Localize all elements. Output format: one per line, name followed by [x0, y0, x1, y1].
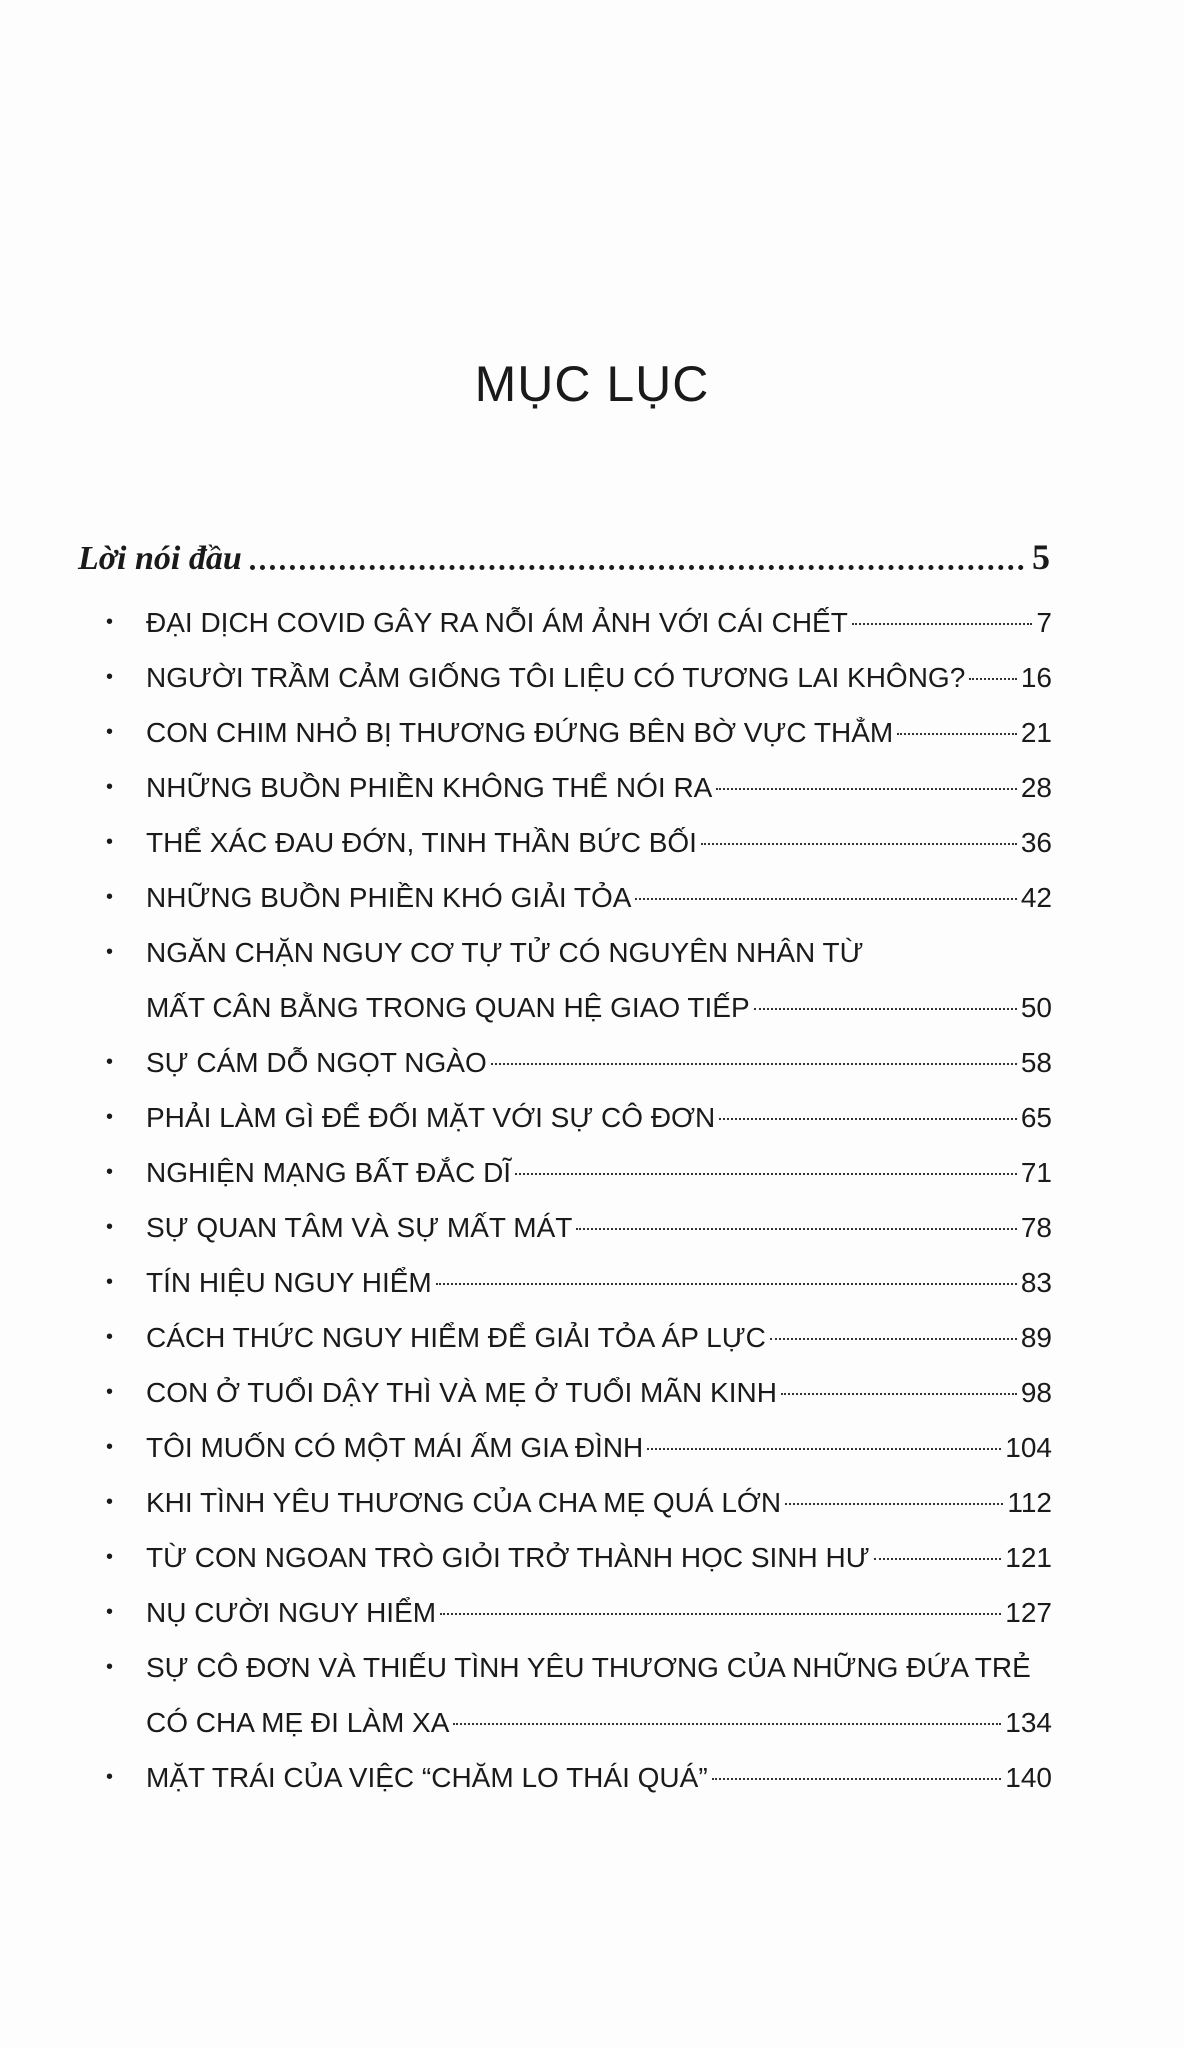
toc-entry: [100, 1145, 1052, 1200]
bullet-icon: •: [106, 1656, 114, 1678]
toc-entry: [100, 1530, 1052, 1585]
toc-entry-page-number: 58: [1020, 1047, 1052, 1078]
dot-leader: [719, 1118, 1017, 1120]
preface-label: Lời nói đầu: [78, 540, 242, 577]
bullet-icon: •: [106, 1436, 114, 1458]
toc-entry-title: NỤ CƯỜI NGUY HIỂM: [146, 1597, 437, 1628]
dot-leader: [754, 1008, 1017, 1010]
bullet-icon: •: [106, 886, 114, 908]
toc-entry: [100, 650, 1052, 705]
toc-entry-title: CON CHIM NHỎ BỊ THƯƠNG ĐỨNG BÊN BỜ VỰC THẲM: [146, 717, 894, 748]
bullet-icon: •: [106, 1491, 114, 1513]
toc-entry-title: KHI TÌNH YÊU THƯƠNG CỦA CHA MẸ QUÁ LỚN: [146, 1487, 782, 1518]
bullet-icon: •: [106, 1381, 114, 1403]
page-title: MỤC LỤC: [474, 356, 710, 412]
toc-entry-line: [146, 1255, 1052, 1310]
toc-entry-page-number: 83: [1020, 1267, 1052, 1298]
toc-entry-list: [100, 595, 1052, 1805]
toc-entry: [100, 595, 1052, 650]
toc-entry-line: [146, 1420, 1052, 1475]
toc-entry: [100, 1310, 1052, 1365]
toc-entry-line: [146, 1145, 1052, 1200]
bullet-icon: •: [106, 1051, 114, 1073]
toc-entry-line: [146, 1695, 1052, 1750]
toc-entry-title: MẤT CÂN BẰNG TRONG QUAN HỆ GIAO TIẾP: [146, 992, 750, 1023]
toc-entry: [100, 1420, 1052, 1475]
bullet-icon: •: [106, 831, 114, 853]
toc-entry-page-number: 78: [1020, 1212, 1052, 1243]
toc-entry-title: NHỮNG BUỒN PHIỀN KHÔNG THỂ NÓI RA: [146, 772, 713, 803]
toc-entry: [100, 1365, 1052, 1420]
bullet-icon: •: [106, 721, 114, 743]
toc-entry-line: [146, 1475, 1052, 1530]
bullet-icon: •: [106, 1766, 114, 1788]
toc-entry-title: TÔI MUỐN CÓ MỘT MÁI ẤM GIA ĐÌNH: [146, 1432, 644, 1463]
toc-entry-line: [146, 1035, 1052, 1090]
toc-entry: [100, 1585, 1052, 1640]
bullet-icon: •: [106, 666, 114, 688]
dot-leader: [897, 733, 1017, 735]
preface-page-number: 5: [1032, 537, 1050, 577]
toc-entry-line: [146, 650, 1052, 705]
toc-entry-line: [146, 815, 1052, 870]
toc-entry-title: SỰ QUAN TÂM VÀ SỰ MẤT MÁT: [146, 1212, 573, 1243]
bullet-icon: •: [106, 776, 114, 798]
dot-leader: [852, 623, 1033, 625]
toc-entry-page-number: 71: [1020, 1157, 1052, 1188]
dot-leader: [515, 1173, 1017, 1175]
bullet-icon: •: [106, 1326, 114, 1348]
toc-entry-page-number: 28: [1020, 772, 1052, 803]
bullet-icon: •: [106, 1161, 114, 1183]
dot-leader: [491, 1063, 1017, 1065]
toc-entry-line: [146, 1640, 1052, 1695]
dot-leader: [716, 788, 1017, 790]
toc-entry-line: [146, 760, 1052, 815]
dot-leader: [969, 678, 1017, 680]
dot-leader: [250, 565, 1024, 570]
toc-entry-line: [146, 1585, 1052, 1640]
bullet-icon: •: [106, 941, 114, 963]
bullet-icon: •: [106, 1546, 114, 1568]
bullet-icon: •: [106, 1106, 114, 1128]
toc-entry: [100, 760, 1052, 815]
dot-leader: [647, 1448, 1001, 1450]
toc-entry: [100, 815, 1052, 870]
toc-entry-title: TÍN HIỆU NGUY HIỂM: [146, 1267, 432, 1298]
toc-entry: [100, 1255, 1052, 1310]
toc-entry: [100, 1640, 1052, 1750]
toc-entry-title: NGƯỜI TRẦM CẢM GIỐNG TÔI LIỆU CÓ TƯƠNG LAI KHÔNG?: [146, 662, 966, 693]
toc-entry-title: TỪ CON NGOAN TRÒ GIỎI TRỞ THÀNH HỌC SINH HƯ: [146, 1542, 870, 1573]
toc-entry: [100, 1090, 1052, 1145]
toc-entry-page-number: 36: [1020, 827, 1052, 858]
bullet-icon: •: [106, 611, 114, 633]
toc-entry-page-number: 140: [1005, 1762, 1052, 1793]
dot-leader: [770, 1338, 1017, 1340]
toc-entry-line: [146, 595, 1052, 650]
dot-leader: [785, 1503, 1003, 1505]
toc-preface-row: [78, 530, 1050, 578]
toc-entry: [100, 1475, 1052, 1530]
toc-entry-title: NHỮNG BUỒN PHIỀN KHÓ GIẢI TỎA: [146, 882, 632, 913]
toc-entry-page-number: 16: [1020, 662, 1052, 693]
toc-entry-title: MẶT TRÁI CỦA VIỆC “CHĂM LO THÁI QUÁ”: [146, 1762, 708, 1793]
toc-entry-line: [146, 1090, 1052, 1145]
bullet-icon: •: [106, 1216, 114, 1238]
toc-entry: [100, 870, 1052, 925]
toc-entry-title: THỂ XÁC ĐAU ĐỚN, TINH THẦN BỨC BỐI: [146, 827, 697, 858]
toc-entry: [100, 1200, 1052, 1255]
toc-entry-title: CON Ở TUỔI DẬY THÌ VÀ MẸ Ở TUỔI MÃN KINH: [146, 1377, 777, 1408]
dot-leader: [576, 1228, 1016, 1230]
toc-entry-page-number: 134: [1005, 1707, 1052, 1738]
toc-entry-page-number: 42: [1020, 882, 1052, 913]
toc-entry-page-number: 50: [1020, 992, 1052, 1023]
toc-entry-page-number: 65: [1020, 1102, 1052, 1133]
toc-entry-title: PHẢI LÀM GÌ ĐỂ ĐỐI MẶT VỚI SỰ CÔ ĐƠN: [146, 1102, 716, 1133]
toc-entry-title: SỰ CÔ ĐƠN VÀ THIẾU TÌNH YÊU THƯƠNG CỦA NHỮNG ĐỨA TRẺ: [146, 1652, 1031, 1683]
toc-entry-line: [146, 980, 1052, 1035]
toc-entry-line: [146, 925, 1052, 980]
toc-entry-page-number: 21: [1020, 717, 1052, 748]
toc-entry-page-number: 89: [1020, 1322, 1052, 1353]
bullet-icon: •: [106, 1601, 114, 1623]
toc-entry-line: [146, 1200, 1052, 1255]
dot-leader: [635, 898, 1016, 900]
dot-leader: [874, 1558, 1002, 1560]
dot-leader: [701, 843, 1017, 845]
dot-leader: [712, 1778, 1002, 1780]
bullet-icon: •: [106, 1271, 114, 1293]
dot-leader: [440, 1613, 1001, 1615]
toc-entry-title: ĐẠI DỊCH COVID GÂY RA NỖI ÁM ẢNH VỚI CÁI CHẾT: [146, 607, 848, 638]
toc-entry-page-number: 121: [1005, 1542, 1052, 1573]
dot-leader: [781, 1393, 1017, 1395]
toc-entry-title: CÁCH THỨC NGUY HIỂM ĐỂ GIẢI TỎA ÁP LỰC: [146, 1322, 766, 1353]
toc-entry: [100, 925, 1052, 1035]
toc-entry-title: CÓ CHA MẸ ĐI LÀM XA: [146, 1707, 450, 1738]
toc-entry: [100, 1750, 1052, 1805]
toc-entry-page-number: 7: [1036, 607, 1052, 638]
toc-entry-title: SỰ CÁM DỖ NGỌT NGÀO: [146, 1047, 487, 1078]
toc-entry-page-number: 112: [1007, 1487, 1052, 1518]
toc-entry-line: [146, 1530, 1052, 1585]
dot-leader: [453, 1723, 1001, 1725]
toc-entry: [100, 1035, 1052, 1090]
toc-entry-line: [146, 870, 1052, 925]
toc-entry-title: NGHIỆN MẠNG BẤT ĐẮC DĨ: [146, 1157, 512, 1188]
dot-leader: [436, 1283, 1017, 1285]
toc-entry: [100, 705, 1052, 760]
toc-entry-page-number: 98: [1020, 1377, 1052, 1408]
toc-entry-line: [146, 1365, 1052, 1420]
toc-entry-line: [146, 705, 1052, 760]
toc-entry-page-number: 127: [1005, 1597, 1052, 1628]
toc-entry-title: NGĂN CHẶN NGUY CƠ TỰ TỬ CÓ NGUYÊN NHÂN TỪ: [146, 937, 864, 968]
toc-entry-page-number: 104: [1005, 1432, 1052, 1463]
toc-entry-line: [146, 1750, 1052, 1805]
toc-entry-line: [146, 1310, 1052, 1365]
